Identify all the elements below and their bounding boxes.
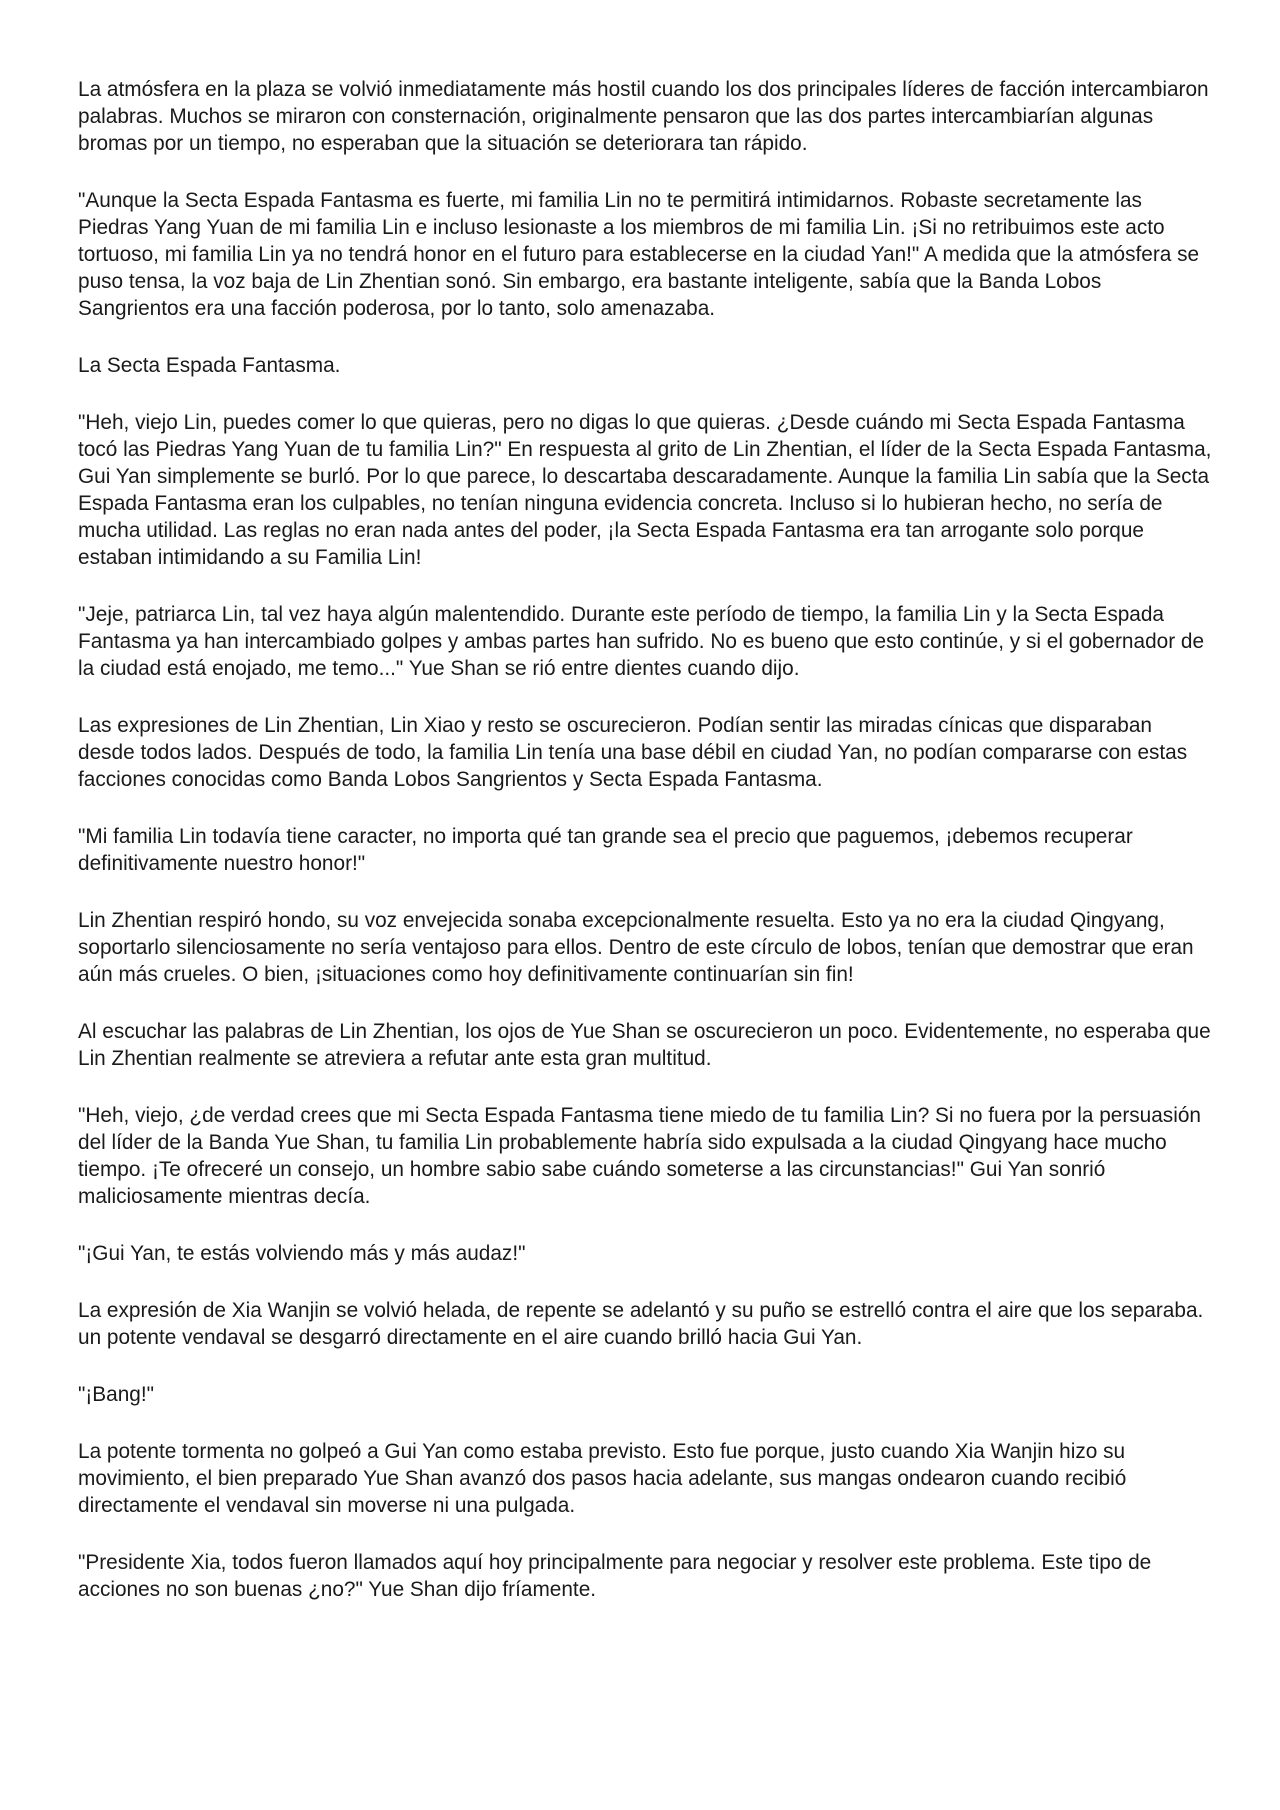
paragraph: "¡Bang!" bbox=[78, 1383, 155, 1406]
paragraph: "¡Gui Yan, te estás volviendo más y más audaz!" bbox=[78, 1242, 526, 1265]
paragraph: "Heh, viejo, ¿de verdad crees que mi Secta Espada Fantasma tiene miedo de tu familia Lin? Si no fuera por la persuasión del líder de la Banda Yue Shan, tu familia Lin probablemente habría sido expulsada a la ciudad Qingyang hace mucho tiempo. ¡Te ofreceré un consejo, un hombre sabio sabe cuándo someterse a las circunstancias!" Gui Yan sonrió maliciosamente mientras decía. bbox=[78, 1104, 1201, 1208]
paragraph: "Heh, viejo Lin, puedes comer lo que quieras, pero no digas lo que quieras. ¿Desde cuándo mi Secta Espada Fantasma tocó las Piedras Yang Yuan de tu familia Lin?" En respuesta al grito de Lin Zhentian, el líder de la Secta Espada Fantasma, Gui Yan simplemente se burló. Por lo que parece, lo descartaba descaradamente. Aunque la familia Lin sabía que la Secta Espada Fantasma eran los culpables, no tenían ninguna evidencia concreta. Incluso si lo hubieran hecho, no sería de mucha utilidad. Las reglas no eran nada antes del poder, ¡la Secta Espada Fantasma era tan arrogante solo porque estaban intimidando a su Familia Lin! bbox=[78, 411, 1212, 569]
paragraph: Al escuchar las palabras de Lin Zhentian, los ojos de Yue Shan se oscurecieron un poco. Evidentemente, no esperaba que Lin Zhentian realmente se atreviera a refutar ante esta gran multitud. bbox=[78, 1020, 1211, 1070]
paragraph: Las expresiones de Lin Zhentian, Lin Xiao y resto se oscurecieron. Podían sentir las miradas cínicas que disparaban desde todos lados. Después de todo, la familia Lin tenía una base débil en ciudad Yan, no podían compararse con estas facciones conocidas como Banda Lobos Sangrientos y Secta Espada Fantasma. bbox=[78, 714, 1188, 791]
paragraph: La expresión de Xia Wanjin se volvió helada, de repente se adelantó y su puño se estrelló contra el aire que los separaba. un potente vendaval se desgarró directamente en el aire cuando brilló hacia Gui Yan. bbox=[78, 1299, 1204, 1349]
paragraph: La potente tormenta no golpeó a Gui Yan como estaba previsto. Esto fue porque, justo cuando Xia Wanjin hizo su movimiento, el bien preparado Yue Shan avanzó dos pasos hacia adelante, sus mangas ondearon cuando recibió directamente el vendaval sin moverse ni una pulgada. bbox=[78, 1440, 1127, 1517]
paragraph: "Mi familia Lin todavía tiene caracter, no importa qué tan grande sea el precio que paguemos, ¡debemos recuperar definitivamente nuestro honor!" bbox=[78, 825, 1133, 875]
paragraph: La atmósfera en la plaza se volvió inmediatamente más hostil cuando los dos principales líderes de facción intercambiaron palabras. Muchos se miraron con consternación, originalmente pensaron que las dos partes intercambiarían algunas bromas por un tiempo, no esperaban que la situación se deteriorara tan rápido. bbox=[78, 78, 1209, 155]
document-body bbox=[78, 76, 1213, 1633]
paragraph: "Aunque la Secta Espada Fantasma es fuerte, mi familia Lin no te permitirá intimidarnos. Robaste secretamente las Piedras Yang Yuan de mi familia Lin e incluso lesionaste a los miembros de mi familia Lin. ¡Si no retribuimos este acto tortuoso, mi familia Lin ya no tendrá honor en el futuro para establecerse en la ciudad Yan!" A medida que la atmósfera se puso tensa, la voz baja de Lin Zhentian sonó. Sin embargo, era bastante inteligente, sabía que la Banda Lobos Sangrientos era una facción poderosa, por lo tanto, solo amenazaba. bbox=[78, 189, 1200, 320]
paragraph: "Jeje, patriarca Lin, tal vez haya algún malentendido. Durante este período de tiempo, la familia Lin y la Secta Espada Fantasma ya han intercambiado golpes y ambas partes han sufrido. No es bueno que esto continúe, y si el gobernador de la ciudad está enojado, me temo..." Yue Shan se rió entre dientes cuando dijo. bbox=[78, 603, 1205, 680]
paragraph: Lin Zhentian respiró hondo, su voz envejecida sonaba excepcionalmente resuelta. Esto ya no era la ciudad Qingyang, soportarlo silenciosamente no sería ventajoso para ellos. Dentro de este círculo de lobos, tenían que demostrar que eran aún más crueles. O bien, ¡situaciones como hoy definitivamente continuarían sin fin! bbox=[78, 909, 1194, 986]
paragraph: "Presidente Xia, todos fueron llamados aquí hoy principalmente para negociar y resolver este problema. Este tipo de acciones no son buenas ¿no?" Yue Shan dijo fríamente. bbox=[78, 1551, 1152, 1601]
paragraph: La Secta Espada Fantasma. bbox=[78, 354, 341, 377]
